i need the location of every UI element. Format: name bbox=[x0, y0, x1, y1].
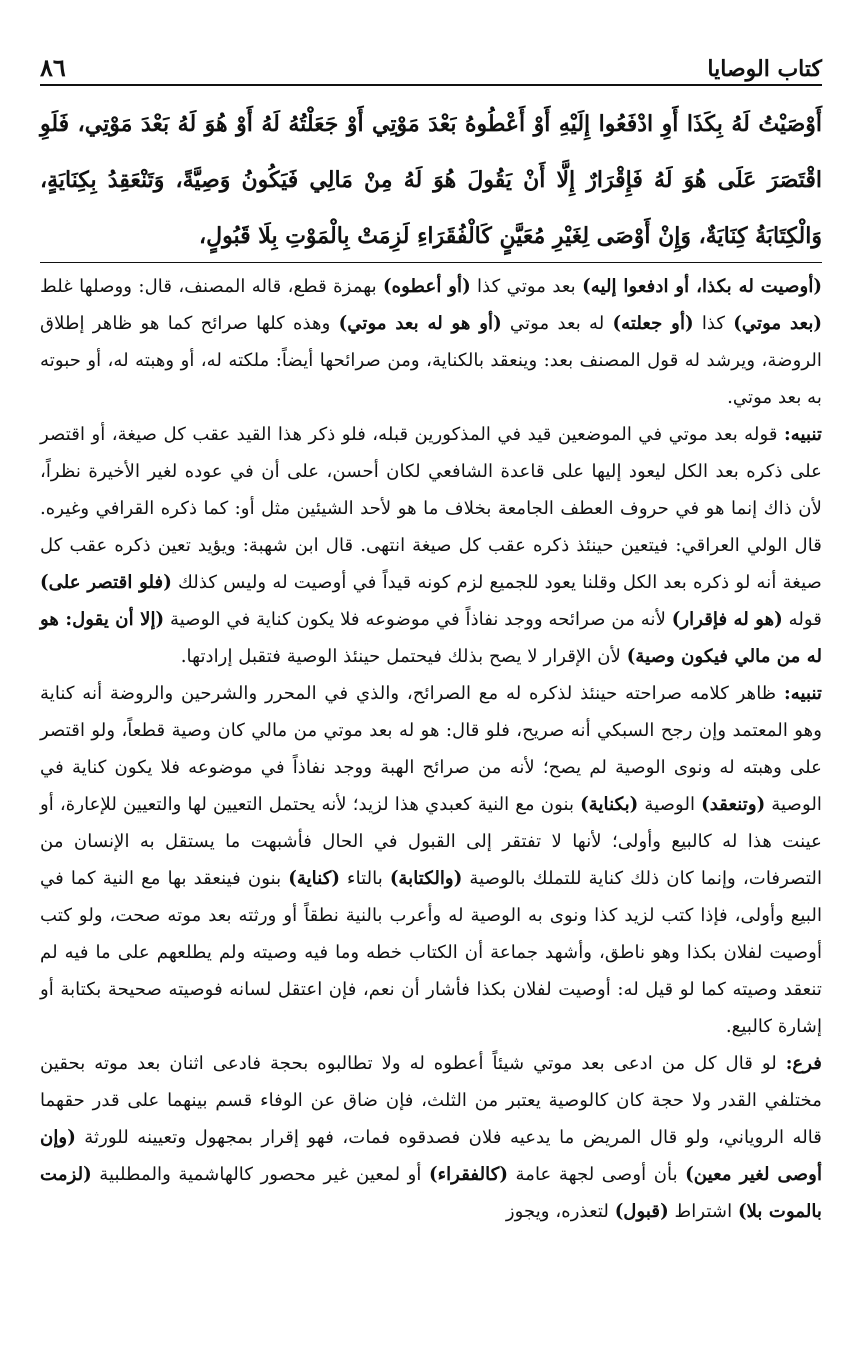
commentary-text: لتعذره، ويجوز bbox=[505, 1201, 615, 1222]
quoted-matn: (قبول) bbox=[614, 1201, 669, 1222]
matn-paragraph: أَوْصَيْتُ لَهُ بِكَذَا أَوِ ادْفَعُوا إِلَيْهِ أَوْ أَعْطُوهُ بَعْدَ مَوْتِي أَوْ جَعَلْتُهُ لَهُ أَوْ هُوَ لَهُ بَعْدَ مَوْتِي، فَلَوِ اقْتَصَرَ عَلَى هُوَ لَهُ فَإِقْرَارٌ إِلَّا أَنْ يَقُولَ هُوَ لَهُ مِنْ مَالِي فَيَكُونُ وَصِيَّةً، وَتَنْعَقِدُ بِكِنَايَةٍ، وَالْكِتَابَةُ كِنَايَةٌ، وَإِنْ أَوْصَى لِغَيْرِ مُعَيَّنٍ كَالْفُقَرَاءِ لَزِمَتْ بِالْمَوْتِ بِلَا قَبُولٍ، bbox=[40, 111, 822, 249]
quoted-matn: (بكناية) bbox=[580, 794, 639, 815]
commentary-text: أو لمعين غير محصور كالهاشمية والمطلبية bbox=[91, 1164, 429, 1185]
quoted-matn: (كناية) bbox=[288, 868, 340, 889]
commentary-text: بالتاء bbox=[339, 868, 390, 889]
quoted-matn: (وإن أوصى لغير معين) bbox=[40, 1127, 823, 1185]
quoted-matn: (هو له فإقرار) bbox=[671, 609, 783, 630]
running-title: كتاب الوصايا bbox=[707, 56, 822, 82]
matn-text-block bbox=[40, 96, 822, 264]
commentary-text: كذا bbox=[693, 313, 734, 334]
commentary-text: الوصية bbox=[638, 794, 702, 815]
commentary-text: لأن الإقرار لا يصح بذلك فيحتمل حينئذ الوصية فتقبل إرادتها. bbox=[180, 646, 627, 667]
quoted-matn: (فلو اقتصر على) bbox=[40, 572, 172, 593]
quoted-matn: (أو جعلته) bbox=[612, 313, 694, 334]
commentary-text: قوله bbox=[782, 609, 822, 630]
commentary-paragraph-2 bbox=[40, 416, 822, 675]
commentary-paragraph-1 bbox=[40, 268, 822, 416]
quoted-matn: (أو أعطوه) bbox=[383, 276, 471, 297]
quoted-matn: (والكتابة) bbox=[389, 868, 463, 889]
commentary-text: بأن أوصى لجهة عامة bbox=[507, 1164, 686, 1185]
section-divider bbox=[40, 262, 822, 263]
commentary-text: له بعد موتي bbox=[501, 313, 613, 334]
commentary-paragraph-4 bbox=[40, 1045, 822, 1230]
header-rule bbox=[40, 84, 822, 86]
quoted-matn: (لزمت بالموت بلا) bbox=[40, 1164, 822, 1222]
quoted-matn: (كالفقراء) bbox=[428, 1164, 508, 1185]
commentary-text: ظاهر كلامه صراحته حينئذ لذكره له مع الصرائح، والذي في المحرر والشرحين والروضة أنه كناية وهو المعتمد وإن رجح السبكي أنه صريح، فلو قال: هو له بعد موتي من مالي كان وصية قطعاً، ولو اقتصر على وهبته له ونوى الوصية لم يصح؛ لأنه من صرائح الهبة ووجد نفاذاً في موضوعه فلا يكون كناية في الوصية bbox=[40, 683, 822, 815]
quoted-matn: (أوصيت له بكذا، أو ادفعوا إليه) bbox=[582, 276, 823, 297]
page-number: ٨٦ bbox=[40, 53, 66, 82]
page-header bbox=[40, 38, 822, 82]
quoted-matn: (أو هو له بعد موتي) bbox=[338, 313, 502, 334]
quoted-matn: (إلا أن يقول: هو له من مالي فيكون وصية) bbox=[40, 609, 822, 667]
commentary-text: لو قال كل من ادعى بعد موتي شيئاً أعطوه له ولا تطالبوه بحجة فادعى اثنان بعد موته بحقين مختلفي القدر ولا حجة كان كالوصية يعتبر من الثلث، فإن ضاق عن الوفاء قسم بينهما على قدر حقهما قاله الروياني، ولو قال المريض ما يدعيه فلان فصدقوه فمات، فهو إقرار بمجهول وتعيينه للورثة bbox=[40, 1053, 822, 1148]
commentary-text: قوله بعد موتي في الموضعين قيد في المذكورين قبله، فلو ذكر هذا القيد عقب كل صيغة، أو اقتصر على ذكره بعد الكل ليعود إليها على قاعدة الشافعي لكان أحسن، على أن في عوده لغير الأخيرة نظراً، لأن ذاك إنما هو في حروف العطف الجامعة بخلاف ما هو لأحد الشيئين مثل أو: كما ذكره القرافي وغيره. قال الولي العراقي: فيتعين حينئذ ذكره عقب كل صيغة انتهى. قال ابن شهبة: ويؤيد تعين ذكره عقب كل صيغة أنه لو ذكره بعد الكل وقلنا يعود للجميع لزم كونه قيداً في أوصيت له وليس كذلك bbox=[40, 424, 822, 593]
quoted-matn: (وتنعقد) bbox=[701, 794, 766, 815]
commentary-text: بعد موتي كذا bbox=[470, 276, 583, 297]
note-label: تنبيه: bbox=[784, 683, 822, 704]
commentary-paragraph-3 bbox=[40, 675, 822, 1045]
note-label: تنبيه: bbox=[784, 424, 822, 445]
commentary-text: اشتراط bbox=[668, 1201, 738, 1222]
commentary-text: لأنه من صرائحه ووجد نفاذاً في موضوعه فلا يكون كناية في الوصية bbox=[164, 609, 672, 630]
commentary-block bbox=[40, 268, 822, 1230]
quoted-matn: (بعد موتي) bbox=[733, 313, 822, 334]
commentary-text: بنون فينعقد بها مع النية كما في البيع وأولى، فإذا كتب لزيد كذا ونوى به الوصية له وأعرب بالنية نطقاً أو ورثته بعد موته صحت، ولو كتب أوصيت لفلان بكذا وهو ناطق، وأشهد جماعة أن الكتاب خطه وما فيه وصيته ولم يطلعهم على ما فيه لم تنعقد وصيته كما لو قيل له: أوصيت لفلان بكذا فأشار أن نعم، فإن اعتقل لسانه فوصيته صحيحة بكتابة أو إشارة كالبيع. bbox=[40, 868, 822, 1037]
commentary-text: وهذه كلها صرائح كما هو ظاهر إطلاق الروضة، ويرشد له قول المصنف بعد: وينعقد بالكناية، ومن صرائحها أيضاً: ملكته له، أو وهبته له، أو حبوته به بعد موتي. bbox=[40, 313, 822, 408]
commentary-text: بهمزة قطع، قاله المصنف، قال: ووصلها غلط bbox=[40, 276, 384, 297]
commentary-text: بنون مع النية كعبدي هذا لزيد؛ لأنه يحتمل التعيين لها والتعيين للإعارة، أو عينت هذا له كالبيع وأولى؛ لأنها لا تفتقر إلى القبول في الحال فأشبهت ما يستقل به الإنسان من التصرفات، وإنما كان ذلك كناية للتملك بالوصية bbox=[40, 794, 822, 889]
branch-label: فرع: bbox=[785, 1053, 822, 1074]
